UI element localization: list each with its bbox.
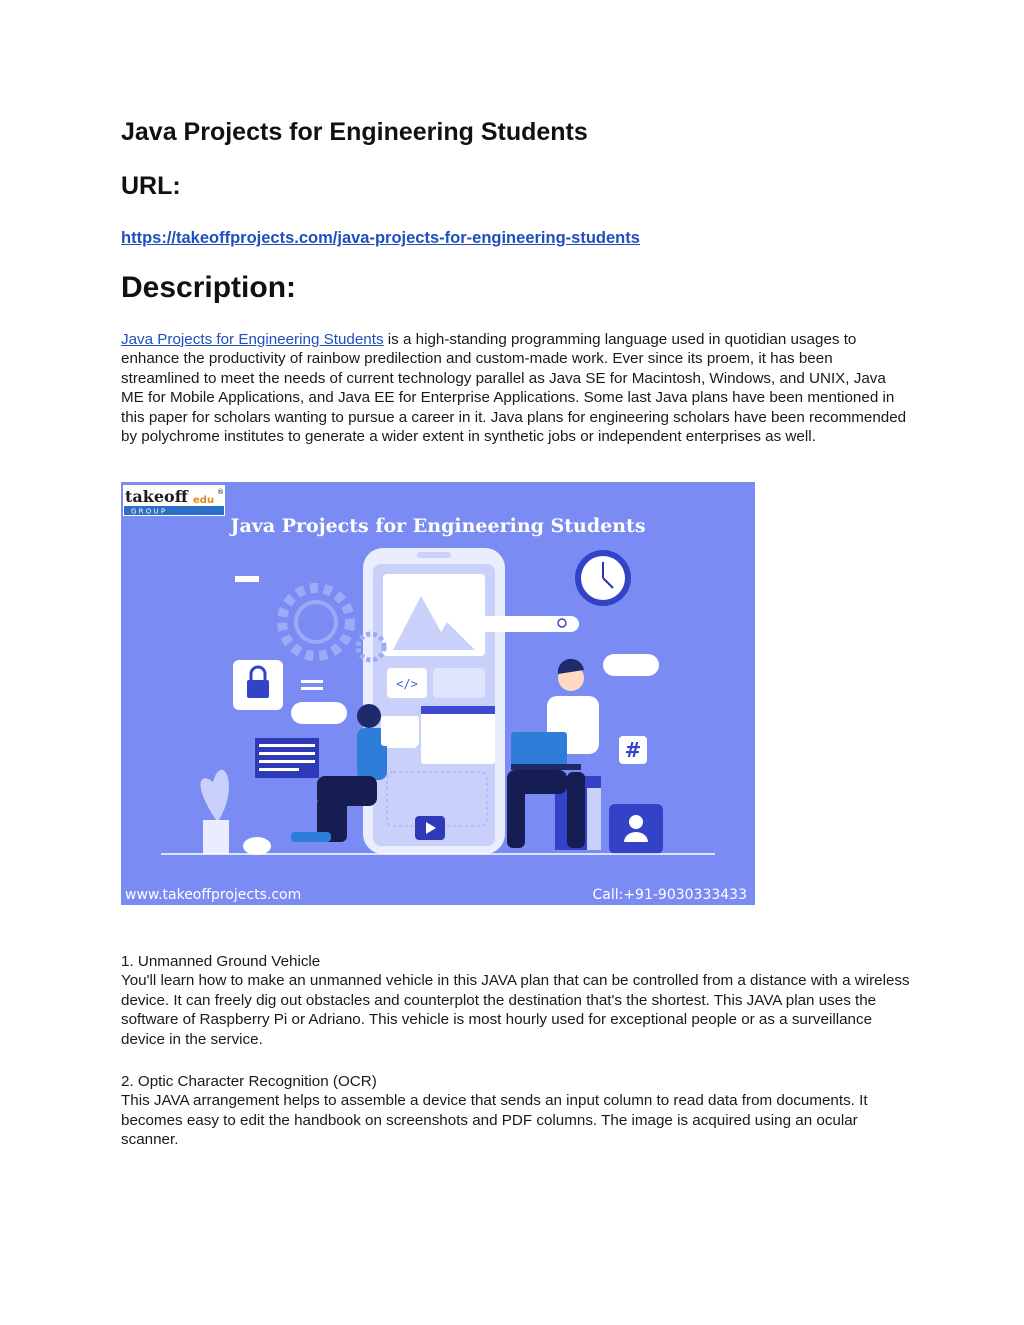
dots-decor [235,576,259,582]
held-tablet [381,716,419,746]
lock-icon [247,680,269,698]
list-item-2 [121,1072,911,1150]
text-card [433,668,485,698]
search-bar [475,616,579,632]
window-card [421,706,495,764]
chat-bubble-left [291,702,347,724]
banner-illustration [121,482,755,905]
person-left-head [357,704,381,728]
description-link[interactable]: Java Projects for Engineering Students [121,331,384,348]
url-link[interactable]: https://takeoffprojects.com/java-projects-for-engineering-students [121,229,640,247]
banner-website: www.takeoffprojects.com [125,887,302,903]
plant-pot [203,820,229,854]
code-glyph: </> [396,677,418,691]
list-item-2-title: 2. Optic Character Recognition (OCR) [121,1073,377,1090]
laptop [511,732,567,768]
list-item-2-body: This JAVA arrangement helps to assemble a device that sends an input column to read data from documents. It becomes easy to edit the handbook on screenshots and PDF columns. The image is acquired using an ocular scanner. [121,1092,868,1149]
phone-notch [417,552,451,558]
banner-image [121,482,755,905]
cloud-decor [243,837,271,855]
banner-title: Java Projects for Engineering Students [230,515,646,537]
description-paragraph [121,330,911,446]
description-text: is a high-standing programming language used in quotidian usages to enhance the productivity of rainbow predilection and custom-made work. Ever since its proem, it has been streamlined to meet the needs of current technology parallel as Java SE for Macintosh, Windows, and UNIX, Java ME for Mobile Applications, and Java EE for Enterprise Applications. Some last Java plans have been mentioned in this paper for scholars wanting to pursue a career in it. Java plans for engineering scholars have been recommended by polychrome institutes to generate a wider extent in synthetic jobs or independent enterprises as well. [121,331,907,446]
chat-bubble-right [603,654,659,676]
banner-call: Call:+91-9030333433 [592,887,747,903]
page-title: Java Projects for Engineering Students [121,118,588,146]
list-item-1-title: 1. Unmanned Ground Vehicle [121,953,321,970]
hash-glyph: # [624,738,642,762]
url-heading: URL: [121,172,181,200]
list-item-1-body: You'll learn how to make an unmanned vehicle in this JAVA plan that can be controlled from a distance with a wireless device. It can freely dig out obstacles and counterplot the destination that's the shortest. This JAVA plan uses the software of Raspberry Pi or Adriano. This vehicle is most hourly used for exceptional people or as a surveillance device in the service. [121,972,910,1048]
list-item-1 [121,952,911,1049]
description-heading: Description: [121,271,297,304]
logo-edu: edu [193,495,215,506]
user-icon [629,815,643,829]
window-bar [421,706,495,714]
logo-main: takeoff [125,487,188,506]
logo-group: G R O U P [131,507,166,516]
logo-reg: ® [217,488,224,496]
